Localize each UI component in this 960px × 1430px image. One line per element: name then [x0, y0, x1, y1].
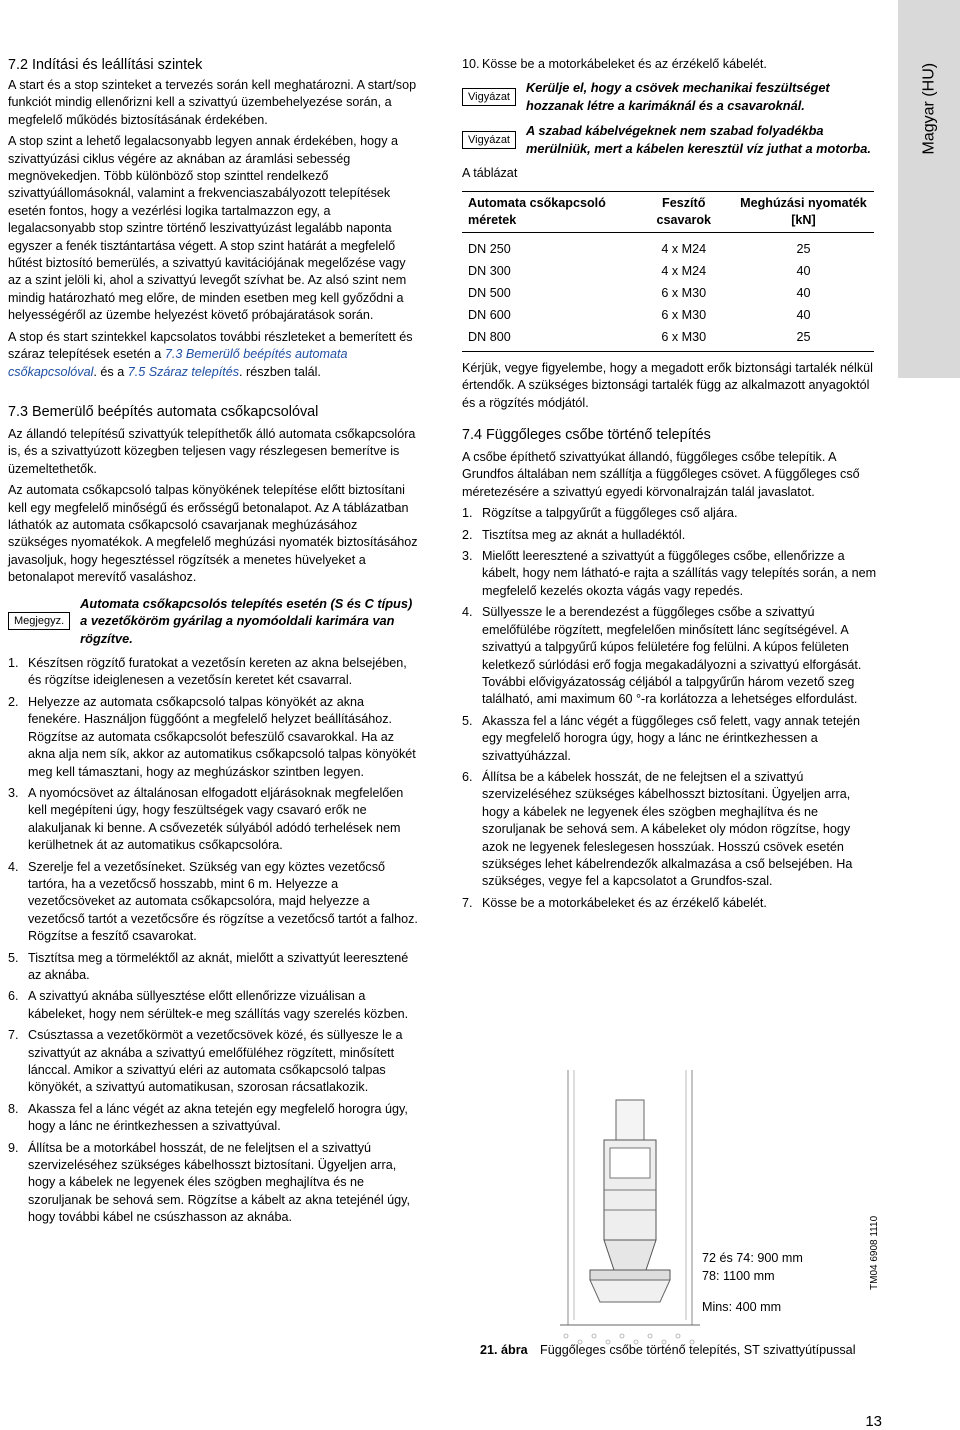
- list-number: 1.: [8, 656, 19, 671]
- list-number: 7.: [462, 895, 473, 910]
- list-text: Szerelje fel a vezetősíneket. Szükség van egy köztes vezetőcső tartóra, ha a vezetőcső hosszabb, mint 6 m. Helyezze a vezetőcsöveket az automata csőkapcsolóra, majd helyezze a vezetőcső tartót a vezetőcsőre és rögzítse a vezetőcső tartót a falhoz. Rögzítse a feszítő csavarokat.: [28, 859, 418, 944]
- table-row: [462, 326, 874, 352]
- table-cell: 6 x M30: [661, 307, 707, 322]
- table-cell: 25: [733, 326, 874, 352]
- figure-caption-text: Függőleges csőbe történő telepítés, ST szivattyútípussal: [540, 1343, 856, 1357]
- table-header-cell: Meghúzási nyomaték [kN]: [733, 191, 874, 232]
- figure-label: Mins: 400 mm: [702, 1300, 782, 1314]
- table-cell: 4 x M24: [661, 241, 707, 256]
- list-text: Akassza fel a lánc végét a függőleges cső felett, vagy annak tetején egy megfelelő horogra úgy, hogy a lánc ne érintkezhessen a szivattyúházzal.: [482, 713, 861, 763]
- table-header-row: [462, 191, 874, 232]
- figure-caption: [480, 1342, 880, 1359]
- list-number: 6.: [8, 989, 19, 1004]
- table-row: [462, 260, 874, 282]
- list-number: 1.: [462, 506, 473, 521]
- paragraph: A start és a stop szinteket a tervezés során kell meghatározni. A start/sop funkciót mindig ellenőrizni kell a szivattyú üzembehelyezése során, a megfelelő működés biztosításának érdekében.: [8, 78, 417, 127]
- table-header-cell: Automata csőkapcsoló méretek: [462, 191, 635, 232]
- vertical-pipe-steps: [462, 505, 880, 912]
- link-section-7-5[interactable]: 7.5 Száraz telepítés: [127, 364, 240, 379]
- list-text: Rögzítse a talpgyűrűt a függőleges cső aljára.: [482, 506, 738, 521]
- list-item: [8, 859, 420, 946]
- list-item: [8, 1027, 420, 1097]
- left-column: [8, 56, 420, 1231]
- link-section-7-3[interactable]: 7.3 Bemerülő beépítés automata csőkapcsolóval: [8, 347, 348, 379]
- list-text: Mielőtt leeresztené a szivattyút a függőleges csőbe, ellenőrizze a kábelt, hogy nem látható-e rajta a szállítás vagy telepítés során, a nem megfelelő kezelés okozta vágás vagy repedés.: [482, 549, 877, 598]
- table-cell: 25: [796, 241, 811, 256]
- table-cell: DN 500: [468, 285, 511, 300]
- list-number: 3.: [8, 785, 19, 800]
- list-item: [462, 895, 880, 912]
- note-box: [8, 595, 420, 648]
- list-text: Akassza fel a lánc végét az akna tetején egy megfelelő horogra úgy, hogy a lánc ne érintkezhessen a szivattyúval.: [28, 1101, 408, 1134]
- note-text: Automata csőkapcsolós telepítés esetén (S és C típus) a vezetőköröm gyárilag a nyomóoldali karimára van rögzítve.: [80, 595, 413, 646]
- warning-box-2: [462, 122, 880, 157]
- list-item: [8, 655, 420, 690]
- list-text: A szivattyú aknába süllyesztése előtt ellenőrizze vizuálisan a kábeleket, hogy nem sérültek-e meg szállítás vagy szerelés közben.: [28, 989, 409, 1021]
- list-item: [8, 950, 420, 985]
- installation-steps: [8, 655, 420, 1227]
- table-cell: DN 250: [468, 241, 511, 256]
- section-heading-7-3: 7.3 Bemerülő beépítés automata csőkapcsolóval: [8, 403, 319, 420]
- table-cell: 6 x M30: [661, 285, 707, 300]
- figure-number: 21. ábra: [480, 1343, 528, 1357]
- section-heading-7-2: 7.2 Indítási és leállítási szintek: [8, 57, 203, 73]
- list-text: Állítsa be a kábelek hosszát, de ne felejtsen el a szivattyú szervizeléséhez szükséges kábelhosszt biztosítani. Ügyeljen arra, hogy a kábelek ne legyenek éles szögben meghajlítva és ne szoruljanak be sehová sem. A kábeleket oly módon rögzítse, hogy azok ne legyenek feleslegesen hosszúak. Hosszú csövek esetén szükséges lehet kábelrendezők alkalmazása a cső belsejében. Ha szükséges, vegye fel a kapcsolatot a Grundfos-szal.: [482, 769, 853, 889]
- note-tag: Megjegyz.: [8, 612, 70, 630]
- table-cell: 40: [796, 263, 811, 278]
- list-item: [8, 785, 420, 855]
- list-number: 2.: [462, 527, 473, 542]
- list-text: Csúsztassa a vezetőkörmöt a vezetőcsövek közé, és süllyesze le a szivattyút az aknába a szivattyú emelőfüléhez rögzített, minősített lánccal. Amikor a szivattyú eléri az automata csőkapcsoló talpas könyökét, a szivattyú automatikusan, szorosan rácsatlakozik.: [28, 1028, 403, 1095]
- list-number: 9.: [8, 1140, 19, 1155]
- continued-steps: [462, 56, 880, 73]
- list-text: Állítsa be a motorkábel hosszát, de ne feleljtsen el a szivattyú szervizeléséhez szükséges kábelhosszt biztosítani. Ügyeljen arra, hogy a kábelek ne legyenek éles szögben meghajlítva és ne szoruljanak be sehová sem. Rögzítse a kábelt az akna tetejénél úgy, hogy további kábel ne csúszhasson az aknába.: [28, 1140, 410, 1225]
- list-item: [8, 1140, 420, 1227]
- table-cell: DN 800: [462, 326, 635, 352]
- list-text: Helyezze az automata csőkapcsoló talpas könyökét az akna fenekére. Használjon függőónt a megfelelő helyzet beállításához. Rögzítse az automata csőkapcsolót befeszülő csavarokkal. Ha az akna alja nem sík, akkor az automatikus csőkapcsoló talpas könyökét meg kell támasztani, hogy az meghúzáskor szintben legyen.: [28, 694, 416, 779]
- torque-table: [462, 191, 874, 352]
- list-text: Tisztítsa meg az aknát a hulladéktól.: [482, 527, 686, 542]
- warning-text: Kerülje el, hogy a csövek mechanikai feszültséget hozzanak létre a karimáknál és a csavaroknál.: [526, 80, 830, 113]
- figure-label: 78: 1100 mm: [702, 1269, 775, 1283]
- pump-in-pipe-drawing: [560, 1070, 700, 1350]
- list-number: 2.: [8, 694, 19, 709]
- table-cell: 40: [796, 285, 811, 300]
- list-item: [462, 527, 880, 544]
- table-cell: 4 x M24: [661, 263, 707, 278]
- figure-code: TM04 6908 1110: [869, 1215, 880, 1290]
- list-number: 8.: [8, 1101, 19, 1116]
- list-text: A nyomócsövet az általánosan elfogadott eljárásoknak megfelelően kell megépíteni úgy, hogy feszültségek vagy csavaró erők ne alakuljanak ki benne. A csővezeték súlyából adódó terhelések nem kerülhetnek át az automatikus csőkapcsolóra.: [28, 785, 404, 853]
- table-cell: 40: [796, 307, 811, 322]
- warning-text: A szabad kábelvégeknek nem szabad folyadékba merülniük, mert a kábelen keresztül víz juthat a motorba.: [526, 123, 871, 156]
- figure-label: 72 és 74: 900 mm: [702, 1251, 803, 1265]
- paragraph: Az állandó telepítésű szivattyúk telepíthetők álló automata csőkapcsolóra is, és a szivattyúzott közegben teljesen vagy részlegesen bemerítve is üzemeltethetők.: [8, 426, 416, 476]
- page-number: 13: [865, 1413, 882, 1430]
- pump-installation-figure: [560, 1070, 700, 1350]
- paragraph: A stop szint a lehető legalacsonyabb legyen annak érdekében, hogy a szivattyúzási ciklus végére az aknában az áramlási sebesség megnövekedjen. Több különböző stop szinttel rendelkező szivattyúállomásoknál, valamint a frekvenciaszabályozott telepítések esetén fontos, hogy a vezérlési logika tartalmazzon egy, a legalacsonyabb stop szintre történő leszivattyúzást legalább naponta egyszer a fenék tisztántartása végett. A stop szint határát a megfelelő hűtést biztosító bemerülés, a szivattyú kavitációjának megelőzése vagy az a szint jelöli ki, ahol a szivattyú levegőt szívhat be. Az alsó szint nem mindig határozható meg előre, de minden esetben meg kell győződni a helyességéről az üzembe helyezést követő próbajáratások során.: [8, 134, 407, 323]
- table-row: [462, 232, 874, 260]
- list-number: 7.: [8, 1028, 19, 1043]
- list-number: 6.: [462, 769, 473, 784]
- table-note: Kérjük, vegye figyelembe, hogy a megadott erők biztonsági tartalék nélkül értendők. A szükséges biztonsági tartalék függ az alkalmazott anyagoktól és a rögzítés módjától.: [462, 360, 873, 410]
- list-number: 4.: [8, 859, 19, 874]
- warning-tag: Vigyázat: [462, 131, 516, 149]
- warning-tag: Vigyázat: [462, 88, 516, 106]
- list-item: 10. Kösse be a motorkábeleket és az érzékelő kábelét.: [462, 57, 767, 71]
- paragraph: Az automata csőkapcsoló talpas könyökének telepítése előtt biztosítani kell egy megfelelő minőségű és erősségű betonalapot. Az A táblázatban láthatók az automata csőkapcsoló csavarjanak meghúzásához szükséges nyomatékok. A megfelelő meghúzási nyomaték biztosításához javasoljuk, hogy hegesztéssel rögzítsék a menetes hüvelyeket a betonalapot merevítő vasaláshoz.: [8, 483, 418, 585]
- table-header-cell: Feszítő csavarok: [635, 191, 733, 232]
- table-cell: DN 600: [468, 307, 511, 322]
- list-text: Készítsen rögzítő furatokat a vezetősín kereten az akna belsejében, és rögzítse ideiglenesen a vezetősín keretet két csavarral.: [28, 656, 407, 688]
- paragraph-with-links: A stop és start szintekkel kapcsolatos további részleteket a bemerített és száraz telepítések esetén a 7.3 Bemerülő beépítés automata csőkapcsolóval. és a 7.5 Száraz telepítés. részben talál.: [8, 329, 413, 379]
- list-item: [462, 548, 880, 600]
- table-cell: 6 x M30: [635, 326, 733, 352]
- list-item: [8, 694, 420, 781]
- list-number: 5.: [462, 713, 473, 728]
- list-number: 3.: [462, 549, 473, 564]
- table-row: [462, 304, 874, 326]
- list-item: [462, 505, 880, 522]
- warning-box-1: [462, 79, 880, 114]
- list-text: Süllyessze le a berendezést a függőleges csőbe a szivattyú emelőfülébe rögzített, megfelelően minősített lánc segítségével. A szivattyú a talpgyűrű kúpos felületére fog felülni. A kúpos felületen keletkező súrlódási erő fogja megakadályozni a szivattyú elforgását. További elővigyázatosság céljából a talpgyűrűn három vezető szeg található, ami maximum 60 °-ra korlátozza a lehetséges elfordulást.: [482, 605, 862, 707]
- list-number: 4.: [462, 605, 473, 620]
- list-item: [462, 769, 880, 891]
- list-number: 5.: [8, 950, 19, 965]
- table-row: [462, 282, 874, 304]
- section-heading-7-4: 7.4 Függőleges csőbe történő telepítés: [462, 427, 711, 444]
- language-label: Magyar (HU): [920, 62, 938, 155]
- list-item: [462, 604, 880, 708]
- list-item: [8, 988, 420, 1023]
- list-item: [8, 1101, 420, 1136]
- right-column: [462, 56, 880, 916]
- paragraph: A csőbe építhető szivattyúkat állandó, függőleges csőbe telepítik. A Grundfos általában nem szállítja a függőleges csövet. A függőleges cső méretezésére a szivattyú egyedi körvonalrajzán talál javaslatot.: [462, 450, 860, 499]
- table-caption: A táblázat: [462, 166, 518, 181]
- list-text: Kösse be a motorkábeleket és az érzékelő kábelét.: [482, 895, 767, 910]
- language-side-tab: [898, 0, 960, 378]
- list-text: Tisztítsa meg a törmeléktől az aknát, mielőtt a szivattyút leeresztené az aknába.: [28, 950, 409, 982]
- table-cell: DN 300: [468, 263, 511, 278]
- list-item: [462, 713, 880, 765]
